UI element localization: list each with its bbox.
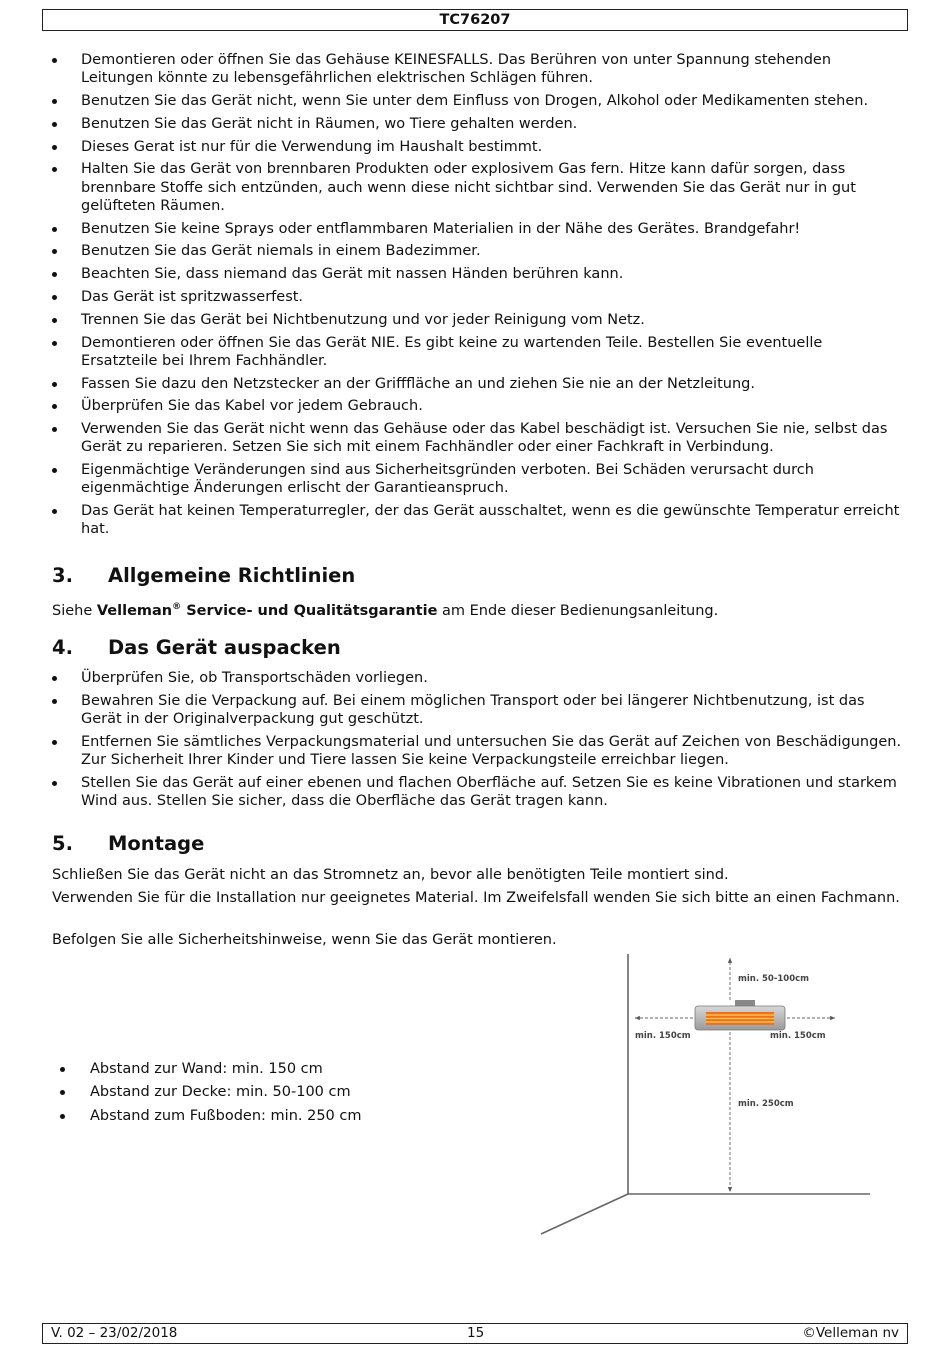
bullet-icon xyxy=(52,295,57,300)
list-item: Benutzen Sie keine Sprays oder entflammbaren Materialien in der Nähe des Gerätes. Brandgefahr! xyxy=(51,220,903,238)
list-item: Überprüfen Sie das Kabel vor jedem Gebrauch. xyxy=(51,397,903,415)
bullet-icon xyxy=(52,145,57,150)
montage-paragraph: Verwenden Sie für die Installation nur geeignetes Material. Im Zweifelsfall wenden Sie sich bitte an einen Fachmann. xyxy=(52,890,900,906)
list-item: Benutzen Sie das Gerät nicht, wenn Sie unter dem Einfluss von Drogen, Alkohol oder Medikamenten stehen. xyxy=(51,92,903,110)
list-item: Benutzen Sie das Gerät nicht in Räumen, wo Tiere gehalten werden. xyxy=(51,115,903,133)
bullet-icon xyxy=(60,1067,65,1072)
brand-name: Velleman xyxy=(96,602,173,619)
section-number: 3. xyxy=(52,564,73,587)
bullet-icon xyxy=(52,99,57,104)
bullet-icon xyxy=(60,1114,65,1119)
section-5-heading xyxy=(52,832,204,856)
bullet-icon xyxy=(52,509,57,514)
bullet-icon xyxy=(52,227,57,232)
list-item: Abstand zur Decke: min. 50-100 cm xyxy=(58,1083,362,1101)
left-distance-label: min. 150cm xyxy=(635,1031,691,1041)
bullet-icon xyxy=(52,249,57,254)
section-3-heading xyxy=(52,564,355,588)
heater-icon xyxy=(695,1000,785,1030)
bullet-icon xyxy=(52,318,57,323)
registered-mark: ® xyxy=(172,602,182,612)
montage-paragraph: Befolgen Sie alle Sicherheitshinweise, wenn Sie das Gerät montieren. xyxy=(52,932,557,948)
document-code: TC76207 xyxy=(439,12,511,28)
page-number: 15 xyxy=(467,1325,485,1341)
list-item: Das Gerät ist spritzwasserfest. xyxy=(51,288,903,306)
copyright: ©Velleman nv xyxy=(802,1325,899,1341)
section-3-text: Siehe Velleman® Service- und Qualitätsgarantie am Ende dieser Bedienungsanleitung. xyxy=(52,602,719,619)
bullet-icon xyxy=(52,699,57,704)
floor-distance-label: min. 250cm xyxy=(738,1099,794,1109)
distance-list xyxy=(58,1060,362,1130)
bullet-icon xyxy=(52,468,57,473)
bullet-icon xyxy=(52,167,57,172)
list-item: Trennen Sie das Gerät bei Nichtbenutzung und vor jeder Reinigung vom Netz. xyxy=(51,311,903,329)
list-item: Entfernen Sie sämtliches Verpackungsmaterial und untersuchen Sie das Gerät auf Zeichen von Beschädigungen. Zur Sicherheit Ihrer Kinder und Tiere lassen Sie keine Verpackungsteile erreichbar liegen. xyxy=(51,733,903,769)
bullet-icon xyxy=(52,122,57,127)
list-item: Beachten Sie, dass niemand das Gerät mit nassen Händen berühren kann. xyxy=(51,265,903,283)
bullet-icon xyxy=(52,341,57,346)
unpacking-list xyxy=(51,669,903,815)
section-title: Das Gerät auspacken xyxy=(108,636,341,659)
list-item: Überprüfen Sie, ob Transportschäden vorliegen. xyxy=(51,669,903,687)
bullet-icon xyxy=(52,382,57,387)
section-4-heading xyxy=(52,636,341,660)
bullet-icon xyxy=(52,676,57,681)
list-item: Halten Sie das Gerät von brennbaren Produkten oder explosivem Gas fern. Hitze kann dafür sorgen, dass brennbare Stoffe sich entzünden, auch wenn diese nicht sichtbar sind. Verwenden Sie das Gerät nur in gut gelüfteten Räumen. xyxy=(51,160,903,215)
list-item: Demontieren oder öffnen Sie das Gehäuse KEINESFALLS. Das Berühren von unter Spannung stehenden Leitungen könnte zu lebensgefährlichen elektrischen Schlägen führen. xyxy=(51,51,903,87)
bullet-icon xyxy=(52,427,57,432)
safety-list xyxy=(51,51,903,543)
page-header xyxy=(42,9,908,31)
list-item: Dieses Gerat ist nur für die Verwendung im Haushalt bestimmt. xyxy=(51,138,903,156)
bullet-icon xyxy=(52,781,57,786)
page-footer xyxy=(42,1323,908,1344)
montage-paragraph: Schließen Sie das Gerät nicht an das Stromnetz an, bevor alle benötigten Teile montiert sind. xyxy=(52,867,729,883)
list-item: Fassen Sie dazu den Netzstecker an der Grifffläche an und ziehen Sie nie an der Netzleitung. xyxy=(51,375,903,393)
section-number: 4. xyxy=(52,636,73,659)
bullet-icon xyxy=(52,58,57,63)
section-number: 5. xyxy=(52,832,73,855)
ceiling-distance-label: min. 50-100cm xyxy=(738,974,810,984)
bullet-icon xyxy=(52,404,57,409)
version-date: V. 02 – 23/02/2018 xyxy=(51,1325,178,1341)
list-item: Demontieren oder öffnen Sie das Gerät NIE. Es gibt keine zu wartenden Teile. Bestellen Sie eventuelle Ersatzteile bei Ihrem Fachhändler. xyxy=(51,334,903,370)
list-item: Benutzen Sie das Gerät niemals in einem Badezimmer. xyxy=(51,242,903,260)
list-item: Bewahren Sie die Verpackung auf. Bei einem möglichen Transport oder bei längerer Nichtbenutzung, ist das Gerät in der Originalverpackung gut geschützt. xyxy=(51,692,903,728)
list-item: Das Gerät hat keinen Temperaturregler, der das Gerät ausschaltet, wenn es die gewünschte Temperatur erreicht hat. xyxy=(51,502,903,538)
floor-line-left xyxy=(541,1194,628,1234)
mounting-diagram xyxy=(535,948,875,1238)
list-item: Verwenden Sie das Gerät nicht wenn das Gehäuse oder das Kabel beschädigt ist. Versuchen Sie nie, selbst das Gerät zu reparieren. Setzen Sie sich mit einem Fachhändler oder einer Fachkraft in Verbindung. xyxy=(51,420,903,456)
list-item: Eigenmächtige Veränderungen sind aus Sicherheitsgründen verboten. Bei Schäden verursacht durch eigenmächtige Änderungen erlischt der Garantieanspruch. xyxy=(51,461,903,497)
section-title: Allgemeine Richtlinien xyxy=(108,564,356,587)
right-distance-label: min. 150cm xyxy=(770,1031,826,1041)
section-title: Montage xyxy=(108,832,205,855)
list-item: Abstand zur Wand: min. 150 cm xyxy=(58,1060,362,1078)
list-item: Stellen Sie das Gerät auf einer ebenen und flachen Oberfläche auf. Setzen Sie es keine Vibrationen und starkem Wind aus. Stellen Sie sicher, dass die Oberfläche das Gerät tragen kann. xyxy=(51,774,903,810)
list-item: Abstand zum Fußboden: min. 250 cm xyxy=(58,1107,362,1125)
bullet-icon xyxy=(52,272,57,277)
bullet-icon xyxy=(52,740,57,745)
bullet-icon xyxy=(60,1090,65,1095)
